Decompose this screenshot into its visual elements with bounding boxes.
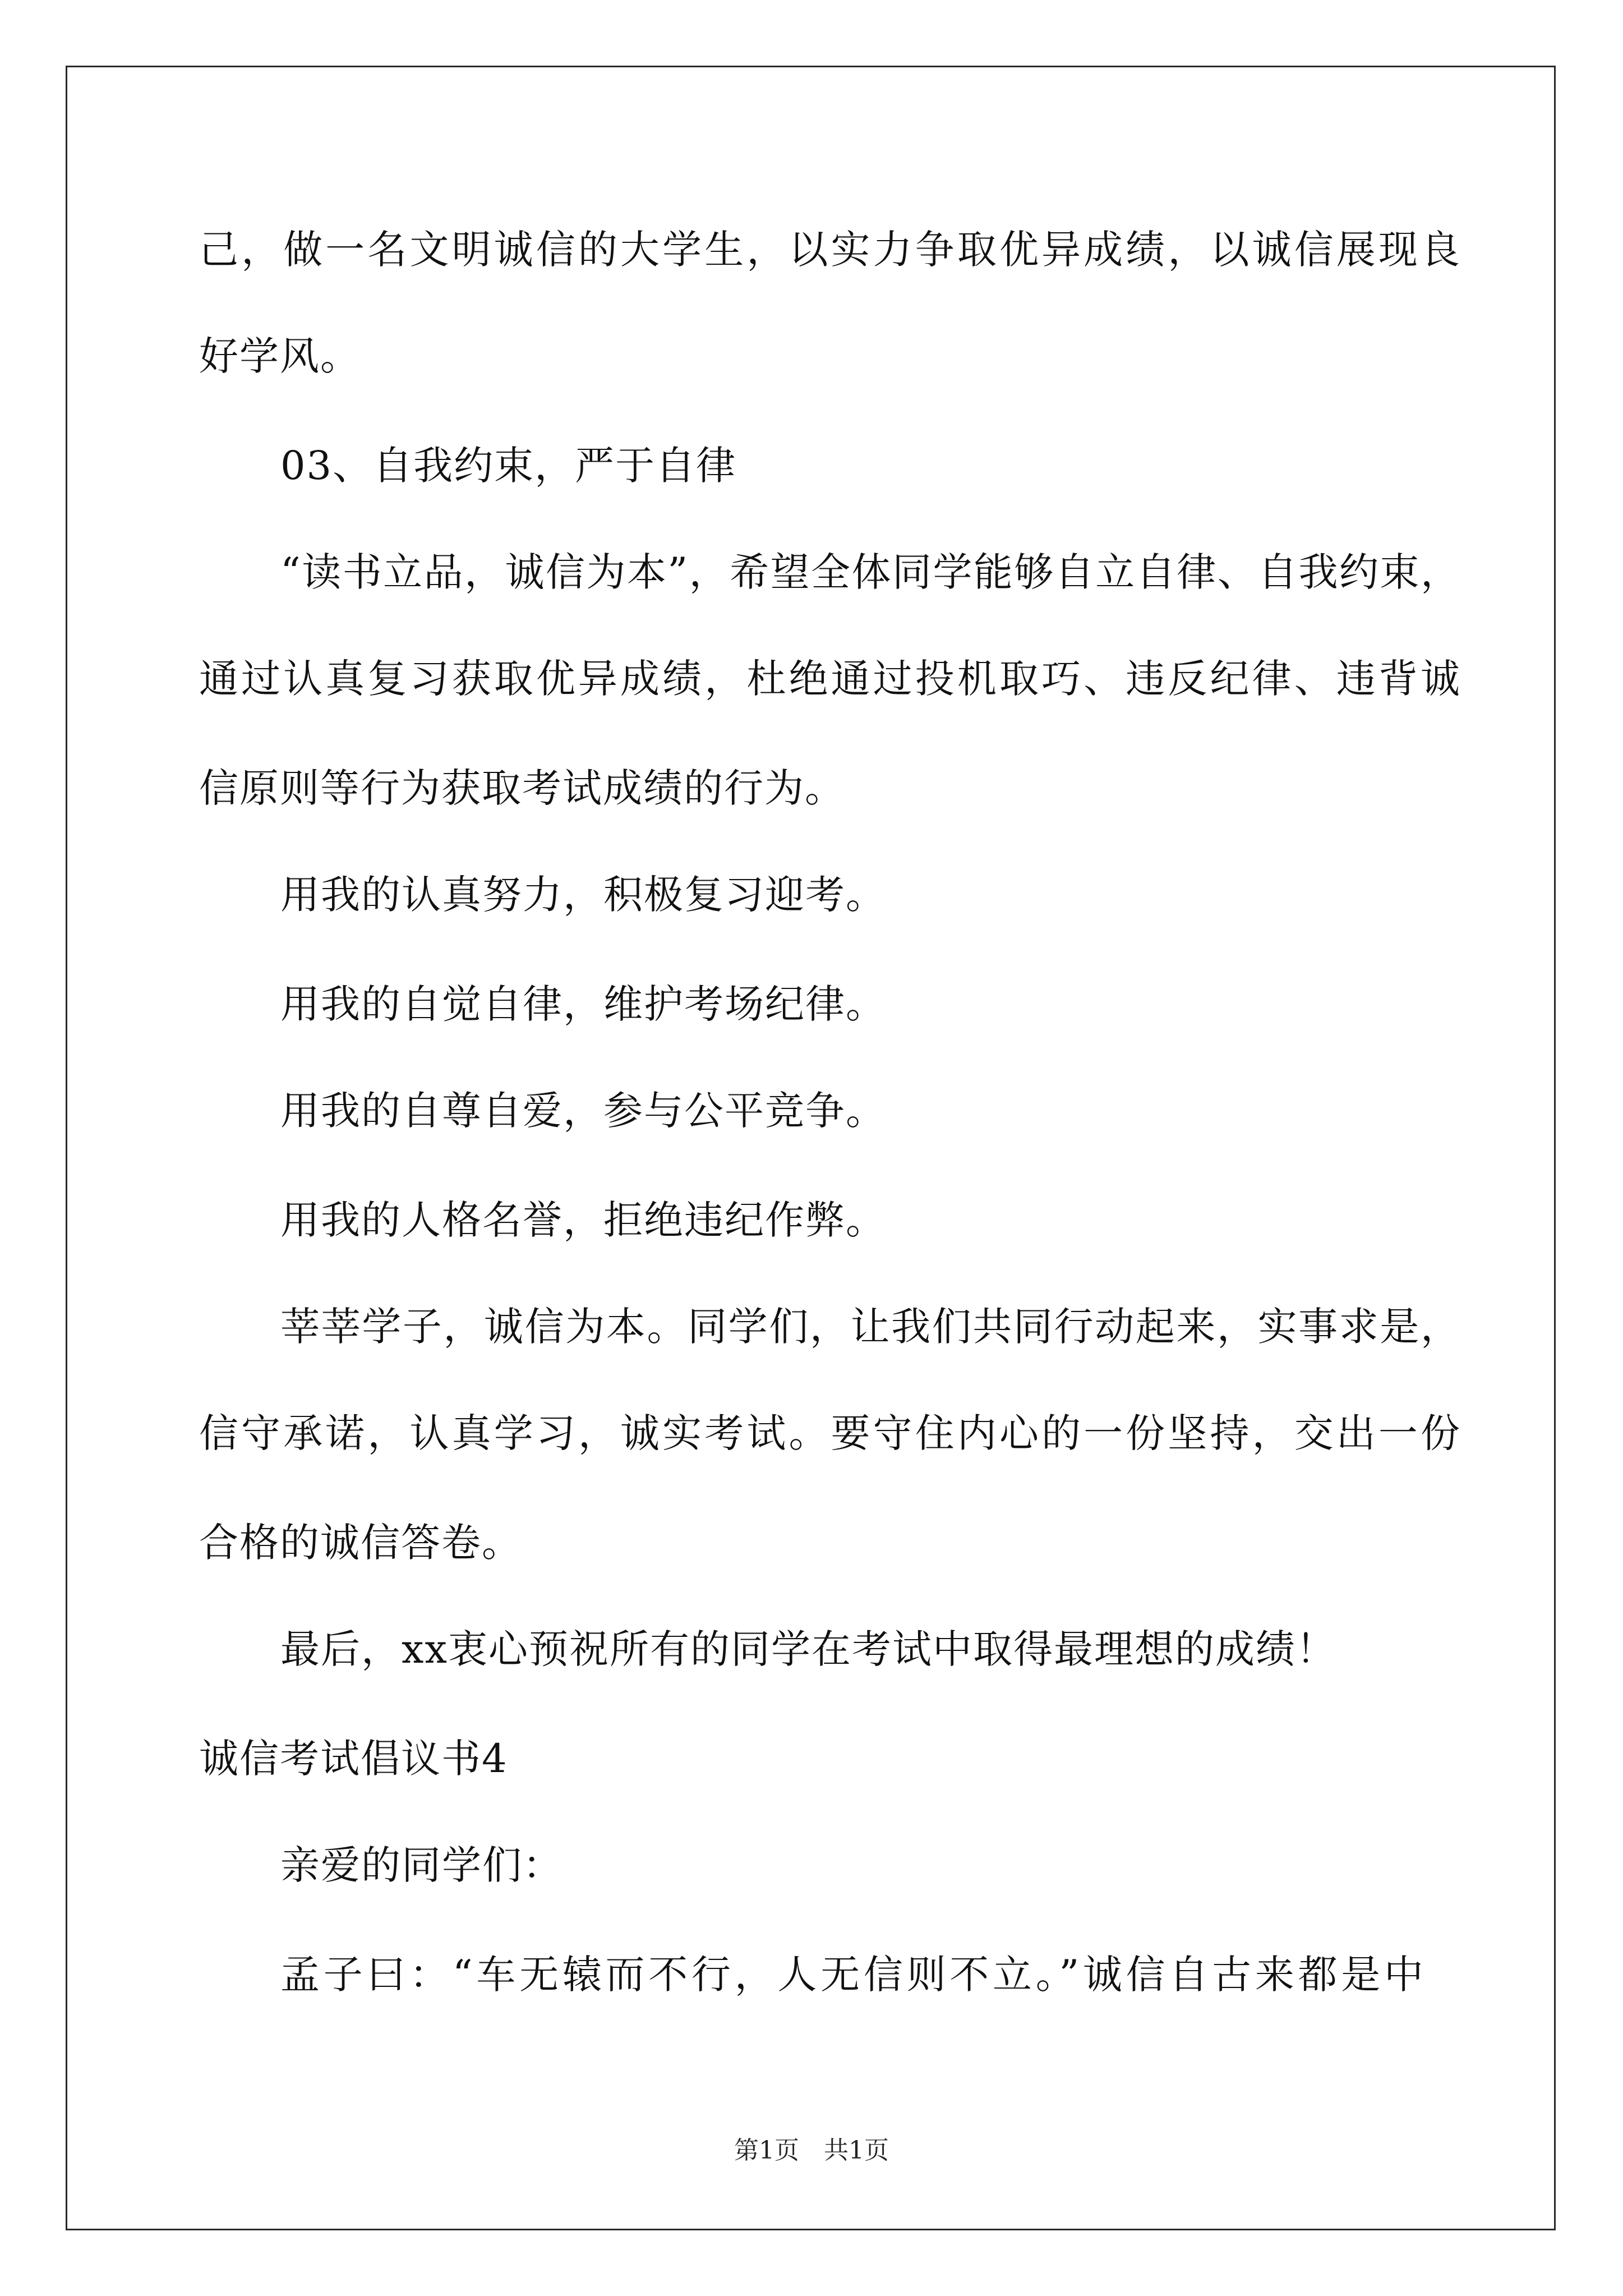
paragraph-line: 好学风。 — [199, 333, 361, 379]
paragraph-line: 孟子曰：“车无辕而不行，人无信则不立。”诚信自古来都是中 — [280, 1952, 1424, 1998]
section-heading: 03、自我约束，严于自律 — [280, 443, 737, 489]
paragraph-line: 最后，xx衷心预祝所有的同学在考试中取得最理想的成绩！ — [280, 1626, 1336, 1672]
paragraph-line: 用我的人格名誉，拒绝违纪作弊。 — [280, 1197, 886, 1243]
paragraph-line: 通过认真复习获取优异成绩，杜绝通过投机取巧、违反纪律、违背诚 — [199, 656, 1461, 702]
paragraph-line: 信守承诺，认真学习，诚实考试。要守住内心的一份坚持，交出一份 — [199, 1410, 1461, 1456]
paragraph-line: 己，做一名文明诚信的大学生，以实力争取优异成绩，以诚信展现良 — [199, 227, 1461, 273]
paragraph-line: 信原则等行为获取考试成绩的行为。 — [199, 765, 845, 811]
page-number-footer: 第1页 共1页 — [734, 2136, 889, 2165]
paragraph-line: 莘莘学子，诚信为本。同学们，让我们共同行动起来，实事求是， — [280, 1304, 1461, 1350]
paragraph-line: 用我的自觉自律，维护考场纪律。 — [280, 981, 886, 1027]
paragraph-line: “读书立品，诚信为本”，希望全体同学能够自立自律、自我约束， — [280, 549, 1461, 595]
salutation: 亲爱的同学们： — [280, 1842, 563, 1888]
paragraph-line: 用我的认真努力，积极复习迎考。 — [280, 872, 886, 918]
page-border — [66, 66, 1556, 2230]
paragraph-line: 用我的自尊自爱，参与公平竞争。 — [280, 1088, 886, 1134]
section-title: 诚信考试倡议书4 — [199, 1736, 508, 1782]
paragraph-line: 合格的诚信答卷。 — [199, 1520, 522, 1566]
